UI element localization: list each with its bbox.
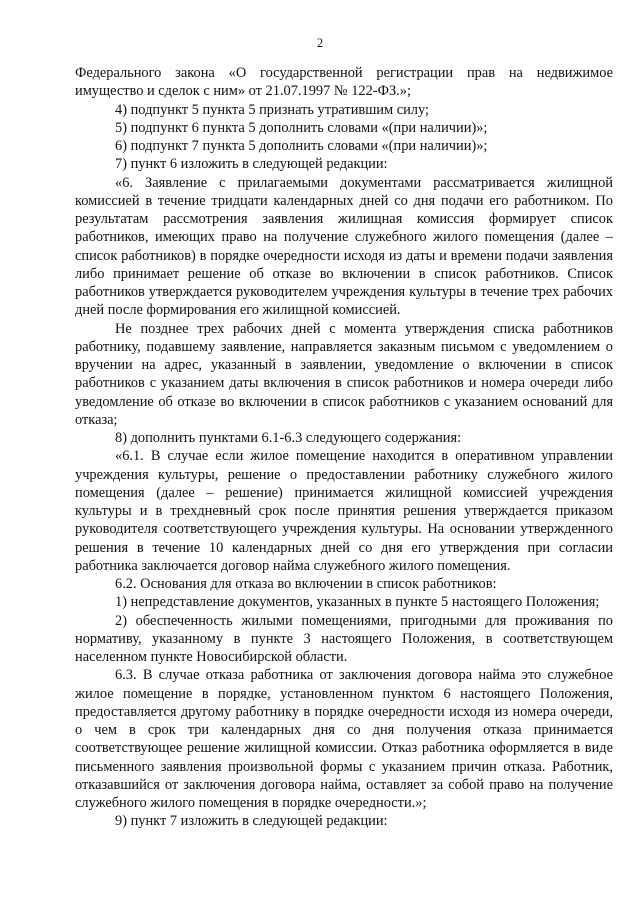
paragraph-clause-6-1: «6.1. В случае если жилое помещение находится в оперативном управлении учреждения культуры, решение о предоставлении работнику служебного жилого помещения (далее – решение) принимается жилищной комиссией учреждения культуры и в трехдневный срок после принятия решения утверждается приказом руководителя соответствующего учреждения культуры. На основании утвержденного решения в течение 10 календарных дней со дня его утверждения при согласии работника заключается договор найма служебного жилого помещения. [75, 448, 613, 574]
page-number: 2 [316, 36, 324, 50]
paragraph-item-9: 9) пункт 7 изложить в следующей редакции: [115, 813, 388, 830]
paragraph-item-8: 8) дополнить пунктами 6.1-6.3 следующего содержания: [115, 430, 462, 446]
paragraph-clause-6-2: 6.2. Основания для отказа во включении в список работников: [115, 576, 497, 592]
paragraph-clause-6-2-item-2: 2) обеспеченность жилыми помещениями, пригодными для проживания по нормативу, указанному в пункте 3 настоящего Положения, в соответствующем населенном пункте Новосибирской области. [75, 612, 613, 665]
document-body [75, 64, 613, 831]
paragraph-clause-6-notice: Не позднее трех рабочих дней с момента утверждения списка работников работнику, подавшему заявление, направляется заказным письмом с уведомлением о вручении на адрес, указанный в заявлении, уведомление о включении в список работников с указанием даты включения в список работников и номера очереди либо уведомление об отказе во включении в список работников с указанием оснований для отказа; [75, 320, 613, 428]
paragraph-clause-6-2-item-1: 1) непредставление документов, указанных в пункте 5 настоящего Положения; [115, 594, 600, 611]
paragraph-item-6: 6) подпункт 7 пункта 5 дополнить словами «(при наличии)»; [115, 138, 488, 154]
paragraph-continuation: Федерального закона «О государственной регистрации прав на недвижимое имущество и сделок с ним» от 21.07.1997 № 122-ФЗ.»; [75, 65, 613, 100]
paragraph-clause-6: «6. Заявление с прилагаемыми документами рассматривается жилищной комиссией в течение тридцати календарных дней со дня подачи его работником. По результатам рассмотрения заявления жилищная комиссия формирует список работников, имеющих право на получение служебного жилого помещения (далее – список работников) в порядке очередности исходя из даты и времени подачи заявления либо принимает решение об отказе во включении в список работников. Список работников утверждается руководителем учреждения культуры в течение трех рабочих дней после формирования его жилищной комиссией. [75, 174, 613, 319]
paragraph-item-4: 4) подпункт 5 пункта 5 признать утратившим силу; [115, 101, 429, 118]
paragraph-item-7: 7) пункт 6 изложить в следующей редакции: [115, 156, 388, 173]
paragraph-item-5: 5) подпункт 6 пункта 5 дополнить словами «(при наличии)»; [115, 119, 488, 136]
paragraph-clause-6-3: 6.3. В случае отказа работника от заключения договора найма это служебное жилое помещение в порядке, установленном пунктом 6 настоящего Положения, предоставляется другому работнику в порядке очередности исходя из номера очереди, о чем в срок три календарных дня со дня получения отказа принимается соответствующее решение жилищной комиссии. Отказ работника оформляется в виде письменного заявления произвольной формы с указанием причин отказа. Работник, отказавшийся от заключения договора найма, оставляет за собой право на получение служебного жилого помещения в порядке очередности.»; [75, 667, 613, 811]
